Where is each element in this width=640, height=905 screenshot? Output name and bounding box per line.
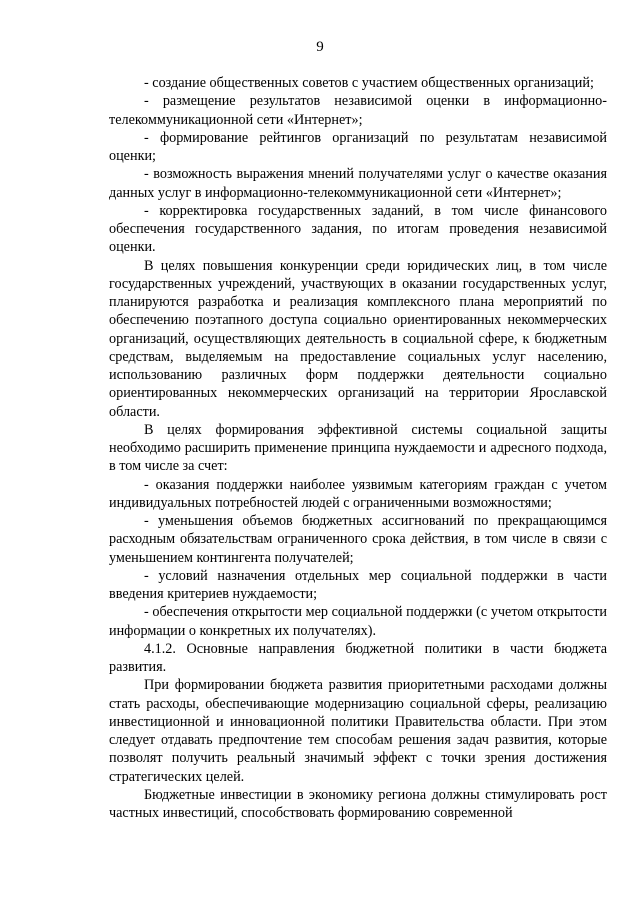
bullet-need-criteria: - условий назначения отдельных мер социальной поддержки в части введения критериев нуждаемости; <box>109 567 607 602</box>
bullet-ratings: - формирование рейтингов организаций по результатам независимой оценки; <box>109 129 607 164</box>
bullet-opinions: - возможность выражения мнений получателями услуг о качестве оказания данных услуг в информационно-телекоммуникационной сети «Интернет»; <box>109 166 607 201</box>
bullet-openness: - обеспечения открытости мер социальной поддержки (с учетом открытости информации о конкретных их получателях). <box>109 604 607 639</box>
bullet-budget-reduction: - уменьшения объемов бюджетных ассигнований по прекращающимся расходным обязательствам ограниченного срока действия, в том числе в связи с уменьшением контингента получателей; <box>109 513 607 566</box>
page-number: 9 <box>316 39 324 55</box>
bullet-publish-results: - размещение результатов независимой оценки в информационно-телекоммуникационной сети «Интернет»; <box>109 93 607 128</box>
paragraph-social-protection: В целях формирования эффективной системы социальной защиты необходимо расширить применение принципа нуждаемости и адресного подхода, в том числе за счет: <box>109 421 607 475</box>
paragraph-budget-investments: Бюджетные инвестиции в экономику региона должны стимулировать рост частных инвестиций, способствовать формированию современной <box>109 786 607 821</box>
bullet-vulnerable-support: - оказания поддержки наиболее уязвимым категориям граждан с учетом индивидуальных потребностей людей с ограниченными возможностями; <box>109 476 607 511</box>
document-body <box>109 74 607 822</box>
bullet-state-tasks: - корректировка государственных заданий, в том числе финансового обеспечения государственного задания, по итогам проведения независимой оценки. <box>109 202 607 256</box>
bullet-public-councils: - создание общественных советов с участием общественных организаций; <box>144 75 594 91</box>
paragraph-development-budget: При формировании бюджета развития приоритетными расходами должны стать расходы, обеспечивающие модернизацию социальной сферы, реализацию инвестиционной и инновационной политики Правительства области. При этом следует отдавать предпочтение тем способам решения задач развития, которые позволят получить реальный значимый эффект с точки зрения достижения стратегических целей. <box>109 677 607 785</box>
section-heading-4-1-2: 4.1.2. Основные направления бюджетной политики в части бюджета развития. <box>109 640 607 675</box>
paragraph-competition: В целях повышения конкуренции среди юридических лиц, в том числе государственных учреждений, участвующих в оказании государственных услуг, планируются разработка и реализация комплексного плана мероприятий по обеспечению поэтапного доступа социально ориентированных некоммерческих организаций, осуществляющих деятельность в социальной сфере, к бюджетным средствам, выделяемым на предоставление социальных услуг населению, использованию различных форм поддержки деятельности социально ориентированных некоммерческих организаций на территории Ярославской области. <box>109 257 607 420</box>
